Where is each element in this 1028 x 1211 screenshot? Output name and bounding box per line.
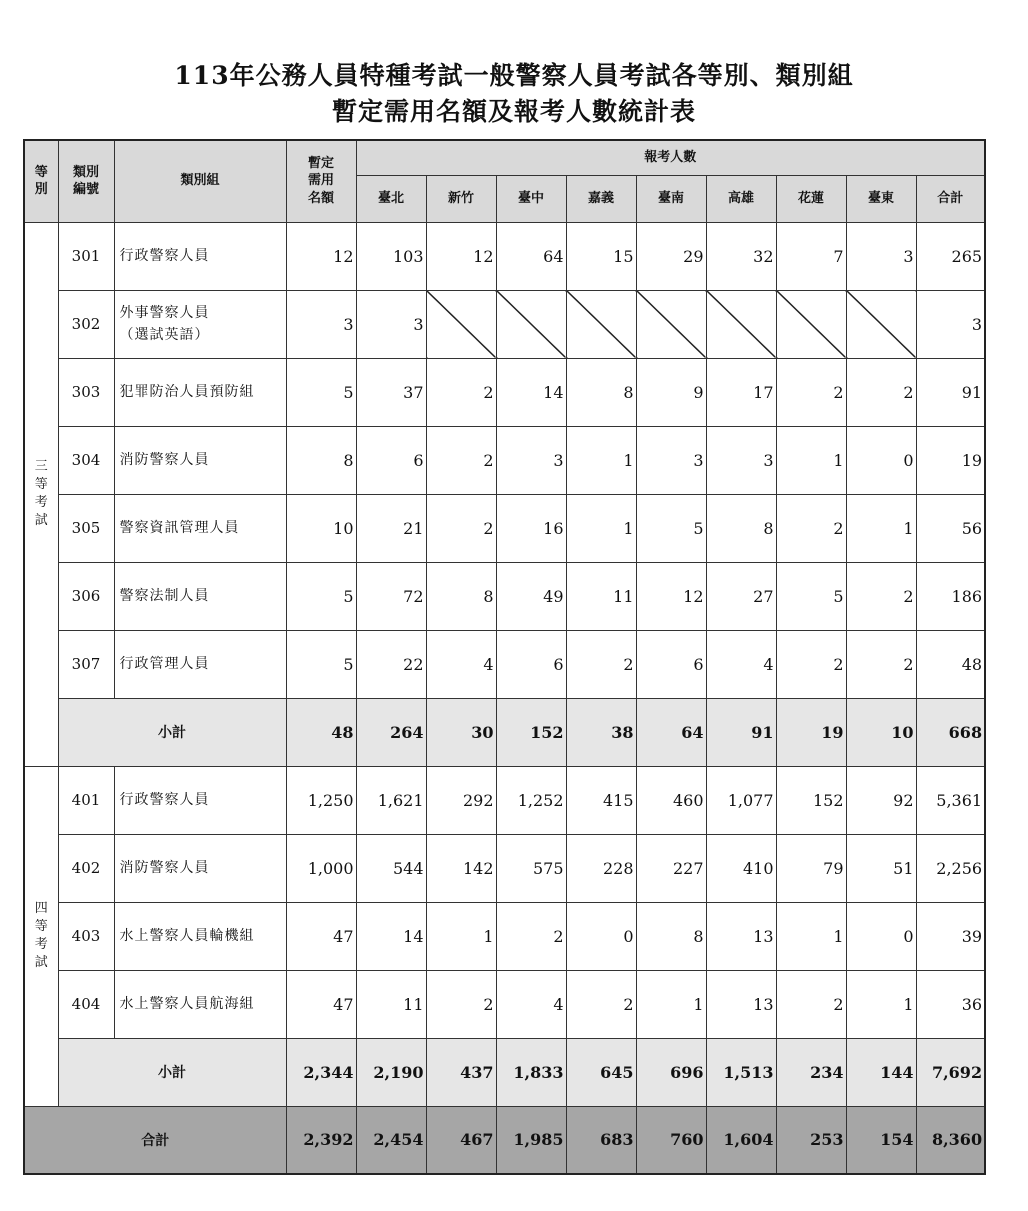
header-location: 花蓮 <box>776 175 846 222</box>
applicant-count-cell: 15 <box>566 222 636 290</box>
subtotal-count: 38 <box>566 698 636 766</box>
quota-cell: 10 <box>286 494 356 562</box>
applicant-count-cell: 5 <box>776 562 846 630</box>
applicant-count-cell: 79 <box>776 834 846 902</box>
applicant-count-cell: 14 <box>496 358 566 426</box>
category-code: 401 <box>58 766 114 834</box>
applicant-count-cell: 19 <box>916 426 985 494</box>
quota-cell: 5 <box>286 358 356 426</box>
category-name: 行政管理人員 <box>114 630 286 698</box>
total-label: 合計 <box>24 1106 286 1174</box>
category-code: 402 <box>58 834 114 902</box>
applicant-count-cell: 6 <box>636 630 706 698</box>
title-line-2: 暫定需用名額及報考人數統計表 <box>331 97 696 126</box>
applicant-count-cell: 92 <box>846 766 916 834</box>
applicant-count-cell: 5 <box>636 494 706 562</box>
total-count: 683 <box>566 1106 636 1174</box>
category-code: 304 <box>58 426 114 494</box>
total-quota: 2,392 <box>286 1106 356 1174</box>
applicant-count-cell: 0 <box>846 426 916 494</box>
total-row <box>24 1106 985 1174</box>
applicant-count-cell: 3 <box>706 426 776 494</box>
applicant-count-cell: 3 <box>846 222 916 290</box>
applicant-count-cell: 91 <box>916 358 985 426</box>
applicant-count-cell: 2 <box>846 358 916 426</box>
subtotal-count: 1,513 <box>706 1038 776 1106</box>
applicant-count-cell: 103 <box>356 222 426 290</box>
applicant-count-cell: 51 <box>846 834 916 902</box>
category-code: 403 <box>58 902 114 970</box>
category-name: 水上警察人員輪機組 <box>114 902 286 970</box>
applicant-count-cell: 3 <box>356 290 426 358</box>
category-code: 307 <box>58 630 114 698</box>
total-count: 2,454 <box>356 1106 426 1174</box>
applicant-count-cell: 1 <box>846 970 916 1038</box>
applicant-count-cell: 1 <box>566 426 636 494</box>
applicant-count-cell: 29 <box>636 222 706 290</box>
subtotal-count: 19 <box>776 698 846 766</box>
subtotal-count: 2,190 <box>356 1038 426 1106</box>
header-location: 臺北 <box>356 175 426 222</box>
header-code: 類別 編號 <box>58 140 114 222</box>
applicant-count-cell: 8 <box>636 902 706 970</box>
applicant-count-cell: 36 <box>916 970 985 1038</box>
total-count: 1,604 <box>706 1106 776 1174</box>
applicant-count-cell: 2 <box>426 970 496 1038</box>
applicant-count-cell: 265 <box>916 222 985 290</box>
applicant-count-cell: 8 <box>426 562 496 630</box>
category-code: 302 <box>58 290 114 358</box>
header-category: 類別組 <box>114 140 286 222</box>
applicant-count-cell: 22 <box>356 630 426 698</box>
applicant-count-cell: 27 <box>706 562 776 630</box>
category-code: 305 <box>58 494 114 562</box>
applicant-count-cell: 4 <box>496 970 566 1038</box>
applicant-count-cell: 39 <box>916 902 985 970</box>
quota-cell: 1,000 <box>286 834 356 902</box>
table-row <box>24 426 985 494</box>
subtotal-count: 64 <box>636 698 706 766</box>
applicant-count-cell: 1,252 <box>496 766 566 834</box>
table-row <box>24 766 985 834</box>
table-row <box>24 358 985 426</box>
table-row <box>24 902 985 970</box>
applicant-count-cell: 8 <box>706 494 776 562</box>
applicant-count-cell: 5,361 <box>916 766 985 834</box>
subtotal-count: 437 <box>426 1038 496 1106</box>
subtotal-count: 1,833 <box>496 1038 566 1106</box>
statistics-table <box>23 139 986 1175</box>
applicant-count-cell: 11 <box>566 562 636 630</box>
applicant-count-cell: 186 <box>916 562 985 630</box>
category-code: 404 <box>58 970 114 1038</box>
applicant-count-cell: 2,256 <box>916 834 985 902</box>
applicant-count-cell: 227 <box>636 834 706 902</box>
category-name: 消防警察人員 <box>114 426 286 494</box>
header-applicants: 報考人數 <box>356 140 985 175</box>
applicant-count-cell: 49 <box>496 562 566 630</box>
applicant-count-cell: 7 <box>776 222 846 290</box>
applicant-count-cell: 1,077 <box>706 766 776 834</box>
category-code: 301 <box>58 222 114 290</box>
header-level: 等 別 <box>24 140 58 222</box>
applicant-count-cell: 11 <box>356 970 426 1038</box>
title-line-1: 113年公務人員特種考試一般警察人員考試各等別、類別組 <box>174 61 854 90</box>
quota-cell: 5 <box>286 630 356 698</box>
applicant-count-cell: 292 <box>426 766 496 834</box>
total-count: 1,985 <box>496 1106 566 1174</box>
not-applicable-cell <box>566 290 636 358</box>
applicant-count-cell: 410 <box>706 834 776 902</box>
applicant-count-cell: 13 <box>706 970 776 1038</box>
applicant-count-cell: 4 <box>426 630 496 698</box>
subtotal-count: 30 <box>426 698 496 766</box>
subtotal-row <box>24 698 985 766</box>
applicant-count-cell: 2 <box>566 630 636 698</box>
quota-cell: 1,250 <box>286 766 356 834</box>
subtotal-count: 264 <box>356 698 426 766</box>
applicant-count-cell: 1 <box>566 494 636 562</box>
subtotal-count: 645 <box>566 1038 636 1106</box>
table-row <box>24 630 985 698</box>
category-name: 行政警察人員 <box>114 766 286 834</box>
applicant-count-cell: 2 <box>776 494 846 562</box>
applicant-count-cell: 415 <box>566 766 636 834</box>
header-location: 臺東 <box>846 175 916 222</box>
applicant-count-cell: 12 <box>426 222 496 290</box>
header-location: 臺南 <box>636 175 706 222</box>
applicant-count-cell: 2 <box>846 562 916 630</box>
applicant-count-cell: 1 <box>846 494 916 562</box>
subtotal-count: 91 <box>706 698 776 766</box>
quota-cell: 12 <box>286 222 356 290</box>
subtotal-label: 小計 <box>58 698 286 766</box>
applicant-count-cell: 3 <box>496 426 566 494</box>
not-applicable-cell <box>706 290 776 358</box>
exam-level-label: 四 等 考 試 <box>24 766 58 1106</box>
category-name: 消防警察人員 <box>114 834 286 902</box>
header-quota: 暫定 需用 名額 <box>286 140 356 222</box>
total-count: 154 <box>846 1106 916 1174</box>
applicant-count-cell: 3 <box>636 426 706 494</box>
applicant-count-cell: 48 <box>916 630 985 698</box>
applicant-count-cell: 1 <box>426 902 496 970</box>
header-location: 臺中 <box>496 175 566 222</box>
quota-cell: 5 <box>286 562 356 630</box>
table-row <box>24 222 985 290</box>
applicant-count-cell: 21 <box>356 494 426 562</box>
category-code: 303 <box>58 358 114 426</box>
subtotal-count: 10 <box>846 698 916 766</box>
total-count: 760 <box>636 1106 706 1174</box>
applicant-count-cell: 1 <box>776 902 846 970</box>
applicant-count-cell: 17 <box>706 358 776 426</box>
applicant-count-cell: 2 <box>426 494 496 562</box>
table-row <box>24 834 985 902</box>
applicant-count-cell: 6 <box>496 630 566 698</box>
exam-level-label: 三 等 考 試 <box>24 222 58 766</box>
applicant-count-cell: 8 <box>566 358 636 426</box>
applicant-count-cell: 2 <box>496 902 566 970</box>
applicant-count-cell: 2 <box>846 630 916 698</box>
applicant-count-cell: 2 <box>776 970 846 1038</box>
category-name: 犯罪防治人員預防組 <box>114 358 286 426</box>
applicant-count-cell: 1 <box>636 970 706 1038</box>
not-applicable-cell <box>776 290 846 358</box>
table-row <box>24 970 985 1038</box>
applicant-count-cell: 0 <box>566 902 636 970</box>
total-count: 253 <box>776 1106 846 1174</box>
applicant-count-cell: 16 <box>496 494 566 562</box>
category-name: 外事警察人員 （選試英語） <box>114 290 286 358</box>
applicant-count-cell: 152 <box>776 766 846 834</box>
subtotal-count: 7,692 <box>916 1038 985 1106</box>
applicant-count-cell: 2 <box>566 970 636 1038</box>
category-name: 警察資訊管理人員 <box>114 494 286 562</box>
applicant-count-cell: 544 <box>356 834 426 902</box>
applicant-count-cell: 14 <box>356 902 426 970</box>
not-applicable-cell <box>636 290 706 358</box>
subtotal-count: 234 <box>776 1038 846 1106</box>
applicant-count-cell: 72 <box>356 562 426 630</box>
applicant-count-cell: 13 <box>706 902 776 970</box>
applicant-count-cell: 56 <box>916 494 985 562</box>
applicant-count-cell: 3 <box>916 290 985 358</box>
header-location: 嘉義 <box>566 175 636 222</box>
table-row <box>24 494 985 562</box>
category-name: 水上警察人員航海組 <box>114 970 286 1038</box>
applicant-count-cell: 228 <box>566 834 636 902</box>
quota-cell: 47 <box>286 902 356 970</box>
header-location: 新竹 <box>426 175 496 222</box>
subtotal-count: 668 <box>916 698 985 766</box>
subtotal-label: 小計 <box>58 1038 286 1106</box>
total-count: 467 <box>426 1106 496 1174</box>
applicant-count-cell: 142 <box>426 834 496 902</box>
subtotal-count: 696 <box>636 1038 706 1106</box>
category-name: 行政警察人員 <box>114 222 286 290</box>
applicant-count-cell: 32 <box>706 222 776 290</box>
not-applicable-cell <box>496 290 566 358</box>
header-location: 高雄 <box>706 175 776 222</box>
applicant-count-cell: 0 <box>846 902 916 970</box>
quota-cell: 47 <box>286 970 356 1038</box>
applicant-count-cell: 6 <box>356 426 426 494</box>
table-row <box>24 562 985 630</box>
header-location: 合計 <box>916 175 985 222</box>
quota-cell: 8 <box>286 426 356 494</box>
category-code: 306 <box>58 562 114 630</box>
applicant-count-cell: 1 <box>776 426 846 494</box>
subtotal-count: 152 <box>496 698 566 766</box>
applicant-count-cell: 2 <box>776 630 846 698</box>
applicant-count-cell: 575 <box>496 834 566 902</box>
subtotal-row <box>24 1038 985 1106</box>
applicant-count-cell: 12 <box>636 562 706 630</box>
subtotal-quota: 2,344 <box>286 1038 356 1106</box>
total-count: 8,360 <box>916 1106 985 1174</box>
subtotal-quota: 48 <box>286 698 356 766</box>
applicant-count-cell: 2 <box>776 358 846 426</box>
applicant-count-cell: 2 <box>426 358 496 426</box>
table-row <box>24 290 985 358</box>
not-applicable-cell <box>426 290 496 358</box>
quota-cell: 3 <box>286 290 356 358</box>
applicant-count-cell: 1,621 <box>356 766 426 834</box>
applicant-count-cell: 37 <box>356 358 426 426</box>
not-applicable-cell <box>846 290 916 358</box>
category-name: 警察法制人員 <box>114 562 286 630</box>
applicant-count-cell: 64 <box>496 222 566 290</box>
applicant-count-cell: 4 <box>706 630 776 698</box>
applicant-count-cell: 2 <box>426 426 496 494</box>
subtotal-count: 144 <box>846 1038 916 1106</box>
applicant-count-cell: 9 <box>636 358 706 426</box>
applicant-count-cell: 460 <box>636 766 706 834</box>
